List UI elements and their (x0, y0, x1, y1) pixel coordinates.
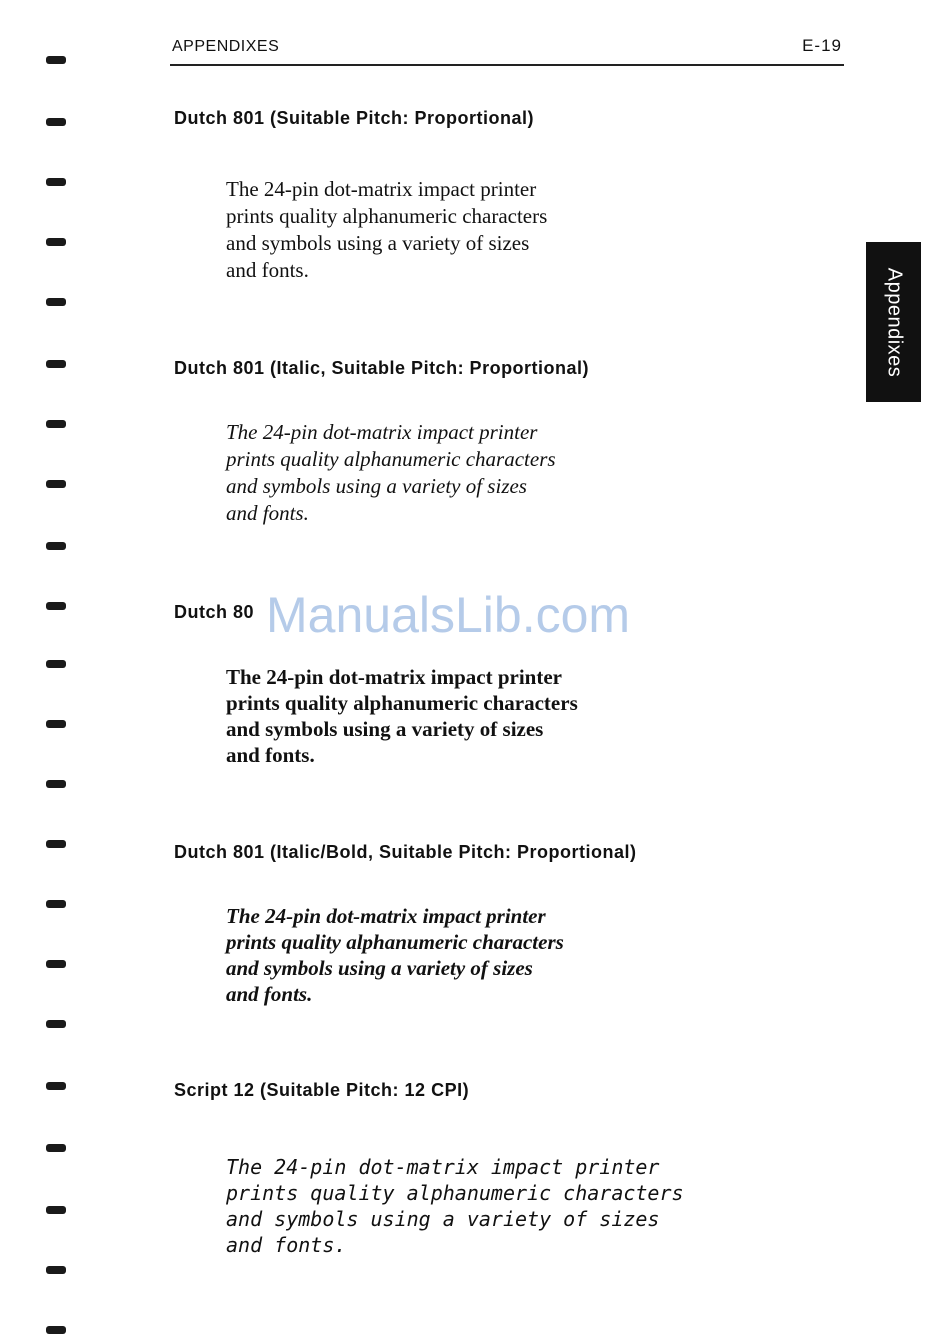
binder-hole (46, 900, 66, 908)
page-number: E-19 (802, 36, 842, 55)
binder-hole (46, 1206, 66, 1214)
binder-hole (46, 1144, 66, 1152)
binder-hole (46, 178, 66, 186)
appendixes-tab-label: Appendixes (883, 267, 905, 377)
binder-hole (46, 118, 66, 126)
binder-hole (46, 360, 66, 368)
binder-hole (46, 1020, 66, 1028)
binder-hole (46, 542, 66, 550)
watermark: ManualsLib.com (266, 587, 631, 643)
binder-hole (46, 720, 66, 728)
binder-hole (46, 1326, 66, 1334)
font-heading-dutch-801-italic: Dutch 801 (Italic, Suitable Pitch: Proportional) (174, 358, 590, 378)
font-sample-dutch-801: The 24-pin dot-matrix impact printer prints quality alphanumeric characters and symbols using a variety of sizes and fonts. (226, 177, 548, 282)
font-sample-dutch-801-italic-bold: The 24-pin dot-matrix impact printer prints quality alphanumeric characters and symbols using a variety of sizes and fonts. (226, 904, 564, 1006)
binder-hole (46, 960, 66, 968)
binder-hole (46, 298, 66, 306)
section-title: APPENDIXES (172, 38, 280, 55)
font-heading-script-12: Script 12 (Suitable Pitch: 12 CPI) (174, 1080, 470, 1100)
binder-hole (46, 1266, 66, 1274)
binder-hole (46, 480, 66, 488)
appendixes-tab (866, 242, 921, 402)
binder-hole (46, 238, 66, 246)
binder-hole (46, 420, 66, 428)
binder-hole (46, 780, 66, 788)
binder-hole (46, 602, 66, 610)
font-heading-dutch-801: Dutch 801 (Suitable Pitch: Proportional) (174, 108, 535, 128)
font-heading-dutch-801-italic-bold: Dutch 801 (Italic/Bold, Suitable Pitch: Proportional) (174, 842, 637, 862)
binder-hole (46, 56, 66, 64)
page-header (170, 36, 844, 66)
font-heading-dutch-801-bold: Dutch 80 (174, 602, 255, 622)
binder-hole (46, 840, 66, 848)
font-sample-script-12: The 24-pin dot-matrix impact printer prints quality alphanumeric characters and symbols using a variety of sizes and fonts. (226, 1155, 684, 1257)
font-sample-dutch-801-italic: The 24-pin dot-matrix impact printer prints quality alphanumeric characters and symbols using a variety of sizes and fonts. (226, 420, 556, 525)
binder-hole (46, 660, 66, 668)
font-sample-dutch-801-bold: The 24-pin dot-matrix impact printer prints quality alphanumeric characters and symbols using a variety of sizes and fonts. (226, 665, 578, 767)
binder-hole (46, 1082, 66, 1090)
